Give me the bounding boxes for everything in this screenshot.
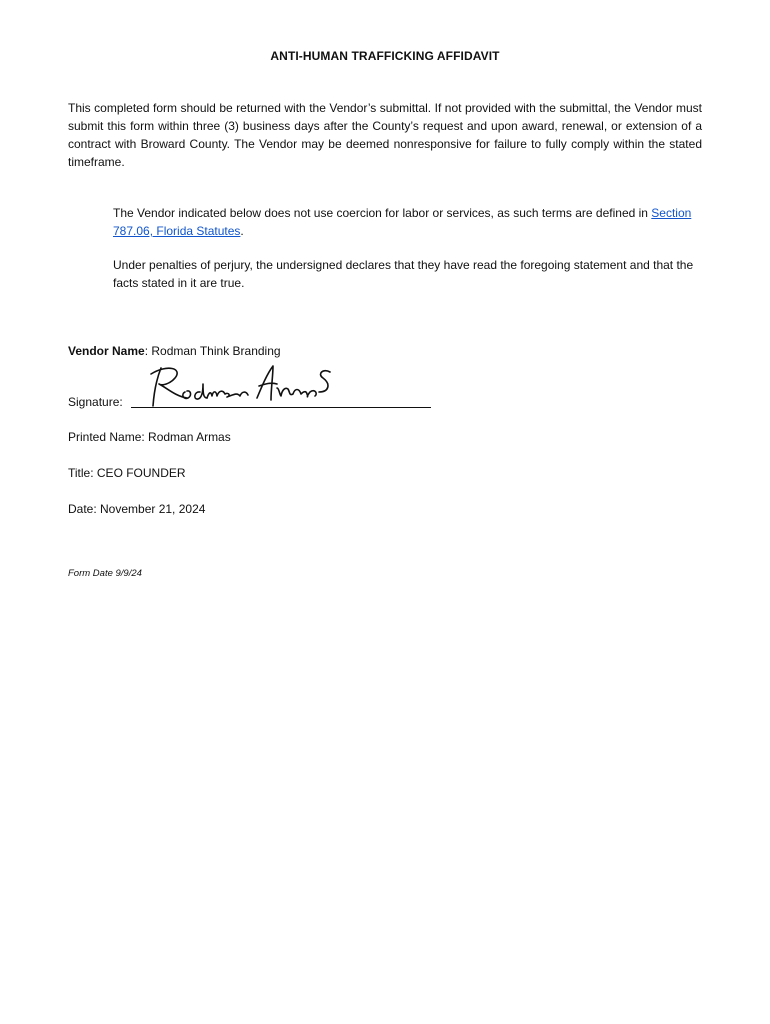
vendor-name-field bbox=[68, 343, 281, 359]
statute-link[interactable]: Section 787.06, Florida Statutes bbox=[113, 206, 692, 238]
handwritten-signature bbox=[145, 362, 340, 410]
signature-label: Signature: bbox=[68, 395, 123, 409]
date-field: Date: November 21, 2024 bbox=[68, 502, 206, 516]
title-field: Title: CEO FOUNDER bbox=[68, 466, 186, 480]
printed-name-field: Printed Name: Rodman Armas bbox=[68, 430, 231, 444]
vendor-name-value: : Rodman Think Branding bbox=[144, 344, 281, 358]
coercion-statement-text: The Vendor indicated below does not use coercion for labor or services, as such terms are defined in bbox=[113, 206, 652, 220]
vendor-name-label: Vendor Name bbox=[68, 344, 145, 358]
coercion-statement-period: . bbox=[240, 224, 244, 238]
perjury-statement: Under penalties of perjury, the undersigned declares that they have read the foregoing statement and that the facts stated in it are true. bbox=[113, 258, 694, 290]
form-date-footnote: Form Date 9/9/24 bbox=[68, 568, 142, 579]
document-title: ANTI-HUMAN TRAFFICKING AFFIDAVIT bbox=[270, 49, 500, 63]
intro-paragraph: This completed form should be returned with the Vendor’s submittal. If not provided with the submittal, the Vendor must submit this form within three (3) business days after the County’s request and upon award, renewal, or extension of a contract with Broward County. The Vendor may be deemed nonresponsive for failure to fully comply within the stated timeframe. bbox=[68, 101, 702, 169]
signature-line bbox=[131, 407, 431, 408]
coercion-statement bbox=[113, 204, 703, 240]
